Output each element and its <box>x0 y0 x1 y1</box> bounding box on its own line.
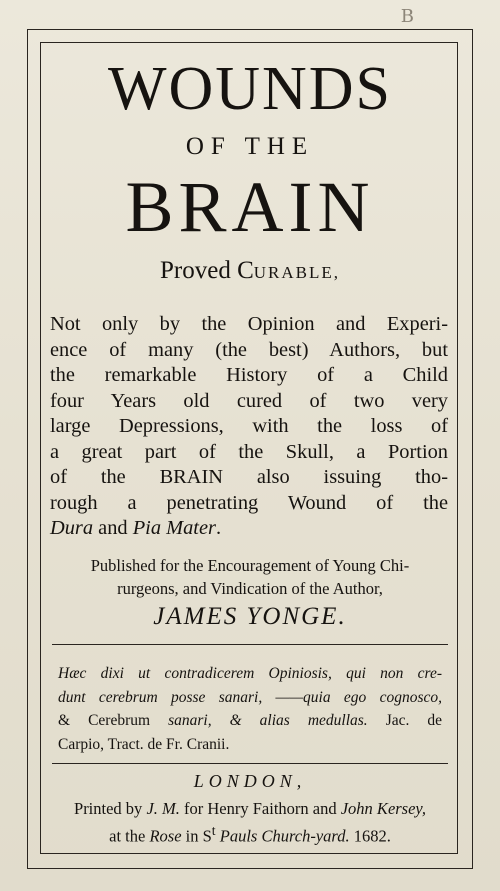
description-line: of the BRAIN also issuing tho- <box>50 466 448 488</box>
published-statement <box>44 554 456 600</box>
imprint-text: Pauls Church-yard. <box>215 826 350 846</box>
imprint-text: J. M. <box>146 799 180 818</box>
imprint-line <box>44 820 456 848</box>
corner-mark: B <box>400 6 414 27</box>
latin-quotation <box>58 662 442 756</box>
pia-mater-term: Pia Mater <box>132 517 216 539</box>
quote-text: & <box>58 712 89 729</box>
title-line-wounds: WOUNDS <box>107 55 393 123</box>
title-line-of-the: OF THE <box>185 133 315 160</box>
imprint-printer <box>44 798 456 848</box>
description-line: a great part of the Skull, a Portion <box>50 440 448 463</box>
quote-line <box>58 709 442 733</box>
quote-text: Hæc dixi ut contradicerem Opiniosis, qui non cre- <box>58 665 442 682</box>
quote-text: ——quia ego cognosco, <box>262 688 442 706</box>
title-line-brain: BRAIN <box>125 167 375 247</box>
published-line: rurgeons, and Vindication of the Author, <box>117 579 383 598</box>
published-line: Published for the Encouragement of Young Chi- <box>90 556 410 575</box>
imprint-year: 1682. <box>349 826 391 846</box>
quote-line <box>58 662 442 686</box>
imprint-text: Printed by <box>74 799 147 818</box>
quote-text: sanari, & alias medullas. <box>150 712 368 729</box>
imprint-text: in S <box>181 826 212 846</box>
subtitle-smallcaps: URABLE, <box>253 263 340 282</box>
quote-line: Carpio, Tract. de Fr. Cranii. <box>58 735 230 753</box>
quote-text: Cerebrum <box>88 712 151 729</box>
description-line: the remarkable History of a Child <box>50 364 448 386</box>
description-line: rough a penetrating Wound of the <box>50 491 448 514</box>
imprint-text: t <box>211 823 216 838</box>
description-line: large Depressions, with the loss of <box>50 415 448 437</box>
imprint-text: Rose <box>149 826 182 846</box>
description-last-line <box>50 516 448 542</box>
description-line: four Years old cured of two very <box>50 389 448 412</box>
imprint-line <box>44 798 456 820</box>
imprint-text: at the <box>109 826 150 846</box>
description-line: Not only by the Opinion and Experi- <box>50 313 448 335</box>
author-name: JAMES YONGE. <box>153 603 347 630</box>
quote-line <box>58 686 442 710</box>
dura-term: Dura <box>50 517 94 539</box>
description-line: ence of many (the best) Authors, but <box>50 338 448 361</box>
subtitle-prefix: Proved C <box>160 257 254 284</box>
imprint-text: for Henry Faithorn and <box>179 799 341 818</box>
divider-rule <box>52 763 448 764</box>
and-word: and <box>93 517 133 539</box>
imprint-text: John Kersey, <box>340 799 426 818</box>
period: . <box>215 517 222 539</box>
divider-rule <box>52 644 448 645</box>
description-paragraph <box>50 312 448 542</box>
quote-text: dunt cerebrum posse sanari, <box>58 688 263 706</box>
subtitle-proved-curable <box>44 258 456 283</box>
imprint-city: LONDON, <box>193 771 307 791</box>
quote-text: Jac. de <box>367 712 442 729</box>
